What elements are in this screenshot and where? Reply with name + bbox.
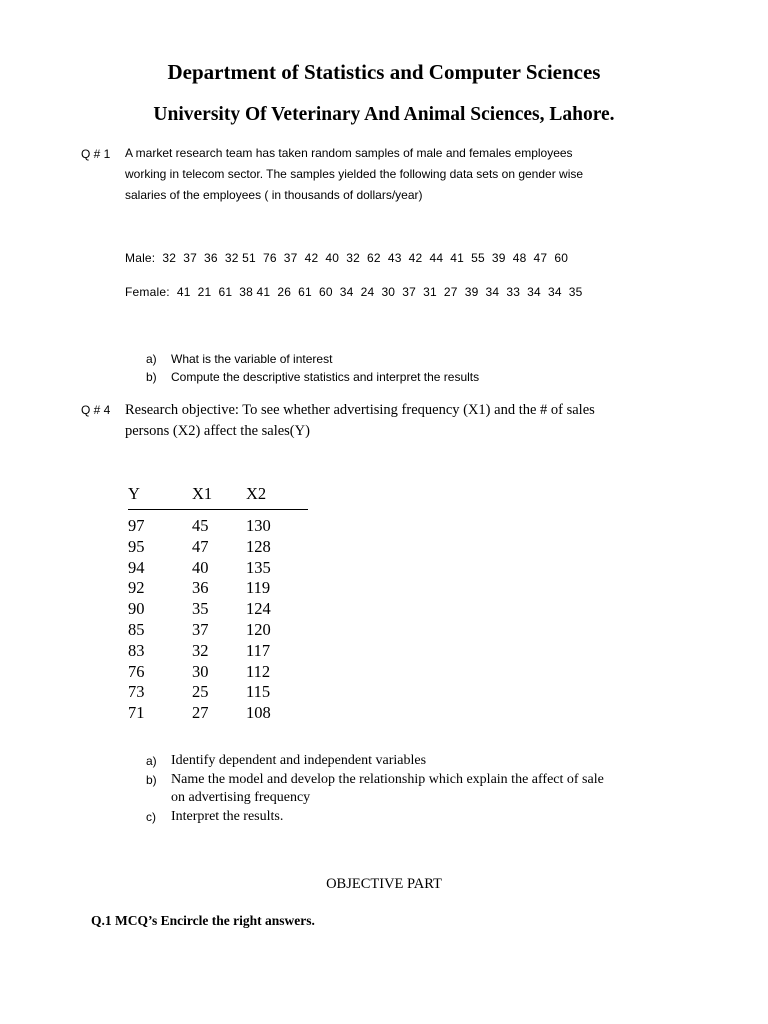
cell-x1: 47 (192, 536, 209, 556)
cell-y: 95 (128, 536, 145, 556)
table-row (128, 703, 308, 724)
list-item (146, 771, 604, 808)
male-salaries: Male: 32 37 36 32 51 76 37 42 40 32 62 43 42 44 41 55 39 48 47 60 (125, 251, 569, 265)
table-row (128, 620, 308, 641)
table-row (128, 641, 308, 662)
q4-text-line: persons (X2) affect the sales(Y) (125, 423, 310, 439)
list-marker: b) (146, 370, 157, 384)
q1-text (125, 143, 645, 206)
cell-x2: 120 (246, 619, 271, 639)
list-text: Identify dependent and independent variables (171, 753, 427, 768)
table-row (128, 599, 308, 620)
q1-text-line: salaries of the employees ( in thousands of dollars/year) (125, 188, 423, 202)
cell-x1: 35 (192, 599, 209, 619)
table-row (128, 558, 308, 579)
header-x2: X2 (246, 484, 267, 503)
cell-y: 97 (128, 516, 145, 535)
cell-x1: 45 (192, 516, 209, 535)
list-item (146, 368, 479, 386)
list-item (146, 350, 479, 368)
list-marker: a) (146, 352, 157, 366)
table-header-row (128, 483, 308, 510)
mcq-heading: Q.1 MCQ’s Encircle the right answers. (91, 913, 315, 928)
table-row (128, 682, 308, 703)
list-marker: a) (146, 754, 157, 768)
cell-y: 71 (128, 703, 145, 723)
objective-part-heading: OBJECTIVE PART (326, 876, 442, 892)
q4-parts (146, 752, 604, 826)
cell-y: 76 (128, 661, 145, 681)
table-row (128, 578, 308, 599)
cell-y: 94 (128, 557, 145, 577)
cell-x1: 30 (192, 661, 209, 681)
cell-x2: 130 (246, 516, 271, 535)
cell-y: 85 (128, 619, 145, 639)
cell-x2: 112 (246, 661, 271, 681)
list-text: Interpret the results. (171, 808, 284, 824)
list-text: What is the variable of interest (171, 352, 333, 366)
q1-text-line: A market research team has taken random samples of male and females employees (125, 146, 573, 160)
list-marker: c) (146, 809, 156, 824)
cell-x1: 27 (192, 703, 209, 723)
q1-text-line: working in telecom sector. The samples yielded the following data sets on gender wise (125, 167, 584, 181)
cell-x1: 25 (192, 682, 209, 702)
header-x1: X1 (192, 484, 213, 503)
cell-x2: 115 (246, 682, 271, 702)
cell-x2: 117 (246, 640, 271, 660)
q4-number: Q # 4 (81, 403, 111, 417)
list-text: Compute the descriptive statistics and interpret the results (171, 370, 480, 384)
cell-x2: 108 (246, 703, 271, 723)
cell-x1: 32 (192, 640, 209, 660)
list-marker: b) (146, 772, 157, 787)
list-text: on advertising frequency (171, 790, 311, 805)
cell-y: 83 (128, 640, 145, 660)
q1-parts (146, 350, 479, 386)
cell-y: 73 (128, 682, 145, 702)
header-y: Y (128, 484, 140, 503)
cell-x1: 40 (192, 557, 209, 577)
cell-y: 92 (128, 578, 145, 598)
table-row (128, 662, 308, 683)
cell-x2: 128 (246, 536, 271, 556)
q1-number: Q # 1 (81, 147, 111, 161)
data-table (128, 483, 308, 724)
table-row (128, 510, 308, 537)
cell-x1: 36 (192, 578, 209, 598)
list-text: Name the model and develop the relationship which explain the affect of sale (171, 771, 604, 787)
cell-x1: 37 (192, 619, 209, 639)
list-item (146, 752, 604, 771)
cell-x2: 119 (246, 578, 271, 598)
female-salaries: Female: 41 21 61 38 41 26 61 60 34 24 30 37 31 27 39 34 33 34 34 35 (125, 285, 583, 299)
cell-y: 90 (128, 599, 145, 619)
q4-text-line: Research objective: To see whether advertising frequency (X1) and the # of sales (125, 402, 595, 418)
list-item (146, 808, 604, 827)
q4-text (125, 400, 645, 442)
university-title: University Of Veterinary And Animal Sciences, Lahore. (153, 104, 615, 125)
cell-x2: 124 (246, 599, 271, 619)
table-row (128, 537, 308, 558)
cell-x2: 135 (246, 557, 271, 577)
department-title: Department of Statistics and Computer Sciences (167, 60, 601, 84)
